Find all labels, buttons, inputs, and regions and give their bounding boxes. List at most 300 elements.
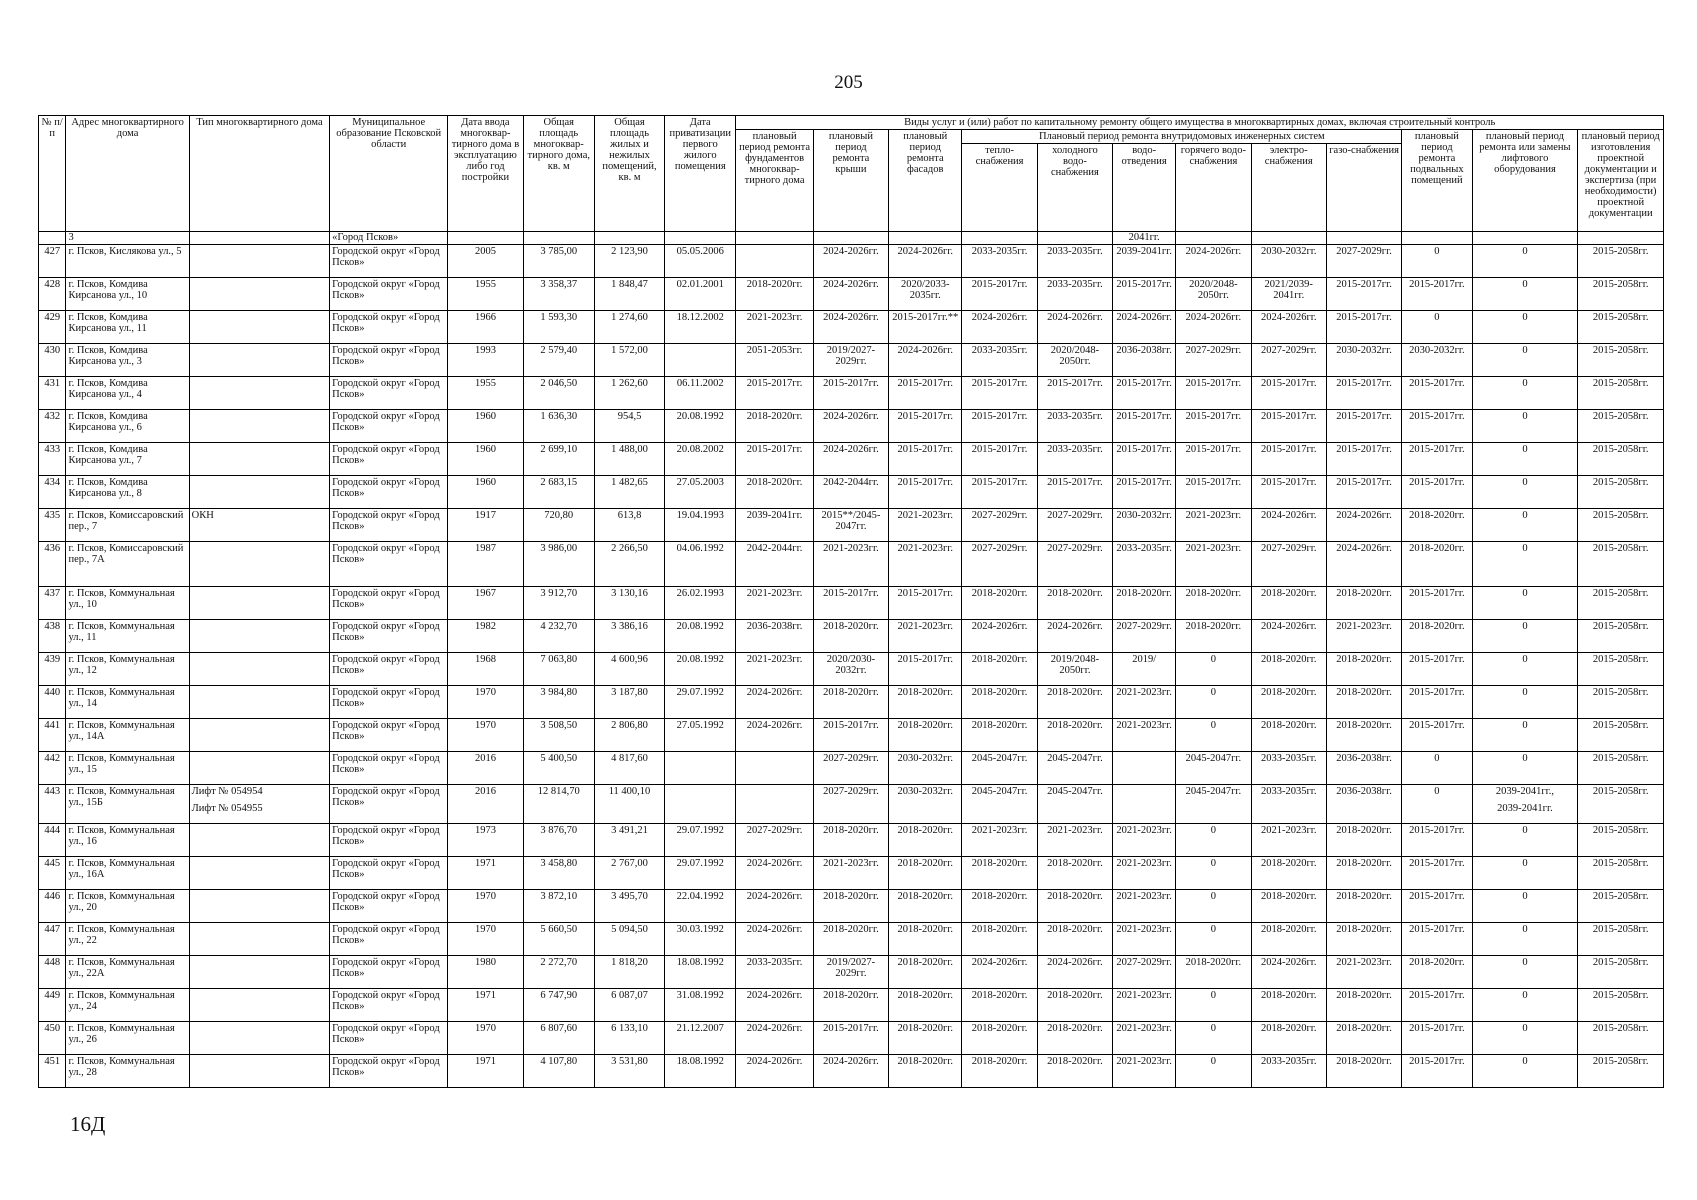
cell-foundation: 2027-2029гг. xyxy=(736,824,813,857)
cell-privatization-date: 27.05.1992 xyxy=(665,719,736,752)
cell-total-area: 12 814,70 xyxy=(523,785,594,824)
cell-total-area: 6 747,90 xyxy=(523,989,594,1022)
cell-electric: 2018-2020гг. xyxy=(1251,653,1326,686)
cell-type xyxy=(189,1022,330,1055)
cell-electric: 2033-2035гг. xyxy=(1251,1055,1326,1088)
cell-address: г. Псков, Комдива Кирсанова ул., 8 xyxy=(66,476,189,509)
cell-total-area: 6 807,60 xyxy=(523,1022,594,1055)
cell-heat: 2018-2020гг. xyxy=(962,857,1037,890)
cell-address: г. Псков, Коммунальная ул., 14А xyxy=(66,719,189,752)
cell-living-area: 3 495,70 xyxy=(594,890,664,923)
table-row xyxy=(39,542,1664,587)
table-row xyxy=(39,719,1664,752)
cell-roof: 2015**/2045-2047гг. xyxy=(813,509,888,542)
cell-basement: 2015-2017гг. xyxy=(1402,476,1472,509)
cell-gas: 2015-2017гг. xyxy=(1326,410,1401,443)
cell-elevator: 0 xyxy=(1472,1022,1578,1055)
cell-hot-water: 2021-2023гг. xyxy=(1176,542,1251,587)
cell-drainage xyxy=(1113,785,1176,824)
cell-elevator: 0 xyxy=(1472,245,1578,278)
cell-cold-water: 2018-2020гг. xyxy=(1037,923,1112,956)
col-living-area-header: Общая площадь жилых и нежилых помещений, кв. м xyxy=(594,116,664,232)
cell-cold-water: 2018-2020гг. xyxy=(1037,1022,1112,1055)
cell-heat: 2024-2026гг. xyxy=(962,620,1037,653)
cell-living-area: 2 266,50 xyxy=(594,542,664,587)
cell-total-area: 1 593,30 xyxy=(523,311,594,344)
cell-num: 429 xyxy=(39,311,66,344)
cell-municipality: Городской округ «Город Псков» xyxy=(330,719,448,752)
cell-electric: 2015-2017гг. xyxy=(1251,410,1326,443)
table-row xyxy=(39,923,1664,956)
table-row xyxy=(39,1022,1664,1055)
cell-cold-water: 2033-2035гг. xyxy=(1037,278,1112,311)
cell-heat: 2018-2020гг. xyxy=(962,989,1037,1022)
cell-type xyxy=(189,719,330,752)
cell-roof: 2018-2020гг. xyxy=(813,620,888,653)
cell-drainage: 2024-2026гг. xyxy=(1113,311,1176,344)
cell-year: 2016 xyxy=(448,785,523,824)
cell-foundation: 2024-2026гг. xyxy=(736,1055,813,1088)
cell-address: г. Псков, Коммунальная ул., 15Б xyxy=(66,785,189,824)
cell-num: 427 xyxy=(39,245,66,278)
table-row xyxy=(39,311,1664,344)
cell-privatization-date: 20.08.2002 xyxy=(665,443,736,476)
cell-municipality: Городской округ «Город Псков» xyxy=(330,1022,448,1055)
cell-facade: 2030-2032гг. xyxy=(889,785,962,824)
table-row xyxy=(39,890,1664,923)
cell-foundation: 2024-2026гг. xyxy=(736,989,813,1022)
cell-type xyxy=(189,989,330,1022)
cell-roof: 2024-2026гг. xyxy=(813,410,888,443)
cell-num: 432 xyxy=(39,410,66,443)
table-row xyxy=(39,476,1664,509)
cell-year: 1971 xyxy=(448,1055,523,1088)
cell-foundation: 2024-2026гг. xyxy=(736,923,813,956)
table-row xyxy=(39,1055,1664,1088)
cell-privatization-date: 29.07.1992 xyxy=(665,686,736,719)
cell-address: г. Псков, Коммунальная ул., 10 xyxy=(66,587,189,620)
cell-privatization-date: 20.08.1992 xyxy=(665,410,736,443)
cell-type xyxy=(189,410,330,443)
table-row xyxy=(39,686,1664,719)
cell-facade: 2015-2017гг.** xyxy=(889,311,962,344)
cell-type xyxy=(189,824,330,857)
cell-municipality: Городской округ «Город Псков» xyxy=(330,686,448,719)
cell-cold-water: 2018-2020гг. xyxy=(1037,587,1112,620)
cell-cold-water: 2045-2047гг. xyxy=(1037,785,1112,824)
cell-type: ОКН xyxy=(189,509,330,542)
cell-year: 1970 xyxy=(448,719,523,752)
cell-municipality: Городской округ «Город Псков» xyxy=(330,509,448,542)
col-drainage-header: водо-отведения xyxy=(1113,144,1176,232)
cell-electric: 2027-2029гг. xyxy=(1251,542,1326,587)
cell-num: 448 xyxy=(39,956,66,989)
cell-roof: 2019/2027-2029гг. xyxy=(813,344,888,377)
cell-total-area: 5 660,50 xyxy=(523,923,594,956)
cell-roof: 2027-2029гг. xyxy=(813,785,888,824)
table-row xyxy=(39,245,1664,278)
cell-year: 1966 xyxy=(448,311,523,344)
col-foundation-header: плановый период ремонта фундаментов многоквар-тирного дома xyxy=(736,130,813,232)
cell-address: г. Псков, Комдива Кирсанова ул., 4 xyxy=(66,377,189,410)
cell-drainage: 2039-2041гг. xyxy=(1113,245,1176,278)
cell-heat: 2018-2020гг. xyxy=(962,923,1037,956)
cell-drainage: 2015-2017гг. xyxy=(1113,278,1176,311)
cell-municipality: Городской округ «Город Псков» xyxy=(330,311,448,344)
cell-address: г. Псков, Комдива Кирсанова ул., 7 xyxy=(66,443,189,476)
cell-roof: 2021-2023гг. xyxy=(813,542,888,587)
cell-privatization-date xyxy=(665,344,736,377)
cell-year: 1971 xyxy=(448,989,523,1022)
cell-foundation xyxy=(736,245,813,278)
cell-type xyxy=(189,653,330,686)
cell-total-area: 3 986,00 xyxy=(523,542,594,587)
cell-basement: 0 xyxy=(1402,245,1472,278)
cell-gas: 2018-2020гг. xyxy=(1326,1055,1401,1088)
table-row xyxy=(39,653,1664,686)
cell-hot-water: 0 xyxy=(1176,1055,1251,1088)
cell-heat: 2045-2047гг. xyxy=(962,785,1037,824)
col-roof-header: плановый период ремонта крыши xyxy=(813,130,888,232)
cell-gas: 2036-2038гг. xyxy=(1326,785,1401,824)
cell-drainage: 2027-2029гг. xyxy=(1113,620,1176,653)
cell-address: г. Псков, Комдива Кирсанова ул., 11 xyxy=(66,311,189,344)
col-design-docs-header: плановый период изготовления проектной документации и экспертиза (при необходимости) проектной документации xyxy=(1578,130,1664,232)
cell-municipality: Городской округ «Город Псков» xyxy=(330,476,448,509)
cell-drainage: 2036-2038гг. xyxy=(1113,344,1176,377)
cell-basement: 0 xyxy=(1402,785,1472,824)
cell-year: 1970 xyxy=(448,923,523,956)
cell-living-area: 3 531,80 xyxy=(594,1055,664,1088)
cell-hot-water: 2020/2048-2050гг. xyxy=(1176,278,1251,311)
cell-cold-water: 2015-2017гг. xyxy=(1037,377,1112,410)
cell-total-area: 3 358,37 xyxy=(523,278,594,311)
cell-design-docs: 2015-2058гг. xyxy=(1578,620,1664,653)
cell-privatization-date: 30.03.1992 xyxy=(665,923,736,956)
cell-living-area: 3 491,21 xyxy=(594,824,664,857)
cell-basement: 2015-2017гг. xyxy=(1402,824,1472,857)
cell-address: г. Псков, Комдива Кирсанова ул., 3 xyxy=(66,344,189,377)
cell-hot-water: 0 xyxy=(1176,653,1251,686)
cell-gas: 2018-2020гг. xyxy=(1326,989,1401,1022)
cell-address: г. Псков, Коммунальная ул., 22 xyxy=(66,923,189,956)
cell-num: 434 xyxy=(39,476,66,509)
cell-address: г. Псков, Коммунальная ул., 24 xyxy=(66,989,189,1022)
cell-drainage: 2019/ xyxy=(1113,653,1176,686)
cell-hot-water: 2015-2017гг. xyxy=(1176,476,1251,509)
cell-total-area: 4 107,80 xyxy=(523,1055,594,1088)
cell-municipality: Городской округ «Город Псков» xyxy=(330,1055,448,1088)
cell-year: 1960 xyxy=(448,443,523,476)
cell-privatization-date: 02.01.2001 xyxy=(665,278,736,311)
cell-design-docs: 2015-2058гг. xyxy=(1578,1022,1664,1055)
cell-year: 1960 xyxy=(448,410,523,443)
cell-elevator: 0 xyxy=(1472,719,1578,752)
cell-facade: 2015-2017гг. xyxy=(889,410,962,443)
col-num-header: № п/п xyxy=(39,116,66,232)
cell-municipality: Городской округ «Город Псков» xyxy=(330,824,448,857)
cell-num: 450 xyxy=(39,1022,66,1055)
cell-address: г. Псков, Коммунальная ул., 11 xyxy=(66,620,189,653)
cell-year: 1970 xyxy=(448,1022,523,1055)
cell-design-docs: 2015-2058гг. xyxy=(1578,377,1664,410)
cell-hot-water: 0 xyxy=(1176,719,1251,752)
cell-electric: 2018-2020гг. xyxy=(1251,857,1326,890)
cell-gas: 2018-2020гг. xyxy=(1326,719,1401,752)
cell-living-area: 1 262,60 xyxy=(594,377,664,410)
cell-heat: 2015-2017гг. xyxy=(962,443,1037,476)
cell-design-docs: 2015-2058гг. xyxy=(1578,686,1664,719)
cell-address: г. Псков, Коммунальная ул., 12 xyxy=(66,653,189,686)
cell-design-docs: 2015-2058гг. xyxy=(1578,443,1664,476)
cell-roof: 2020/2030-2032гг. xyxy=(813,653,888,686)
cell-year: 1971 xyxy=(448,857,523,890)
cell-privatization-date: 18.08.1992 xyxy=(665,1055,736,1088)
cell-address: г. Псков, Коммунальная ул., 28 xyxy=(66,1055,189,1088)
cell-hot-water: 0 xyxy=(1176,989,1251,1022)
cell-heat: 2018-2020гг. xyxy=(962,890,1037,923)
cell-foundation: 2036-2038гг. xyxy=(736,620,813,653)
cell-hot-water: 2021-2023гг. xyxy=(1176,509,1251,542)
cell-design-docs: 2015-2058гг. xyxy=(1578,857,1664,890)
cell-foundation: 2018-2020гг. xyxy=(736,278,813,311)
cell-heat: 2033-2035гг. xyxy=(962,245,1037,278)
cell-facade: 2018-2020гг. xyxy=(889,956,962,989)
cell-hot-water: 2018-2020гг. xyxy=(1176,956,1251,989)
cell-num: 436 xyxy=(39,542,66,587)
cell-municipality: Городской округ «Город Псков» xyxy=(330,923,448,956)
cell-roof: 2018-2020гг. xyxy=(813,989,888,1022)
cell-electric: 2024-2026гг. xyxy=(1251,956,1326,989)
cell-address: г. Псков, Коммунальная ул., 26 xyxy=(66,1022,189,1055)
engineering-group-header: Плановый период ремонта внутридомовых инженерных систем xyxy=(962,130,1402,144)
cell-electric: 2018-2020гг. xyxy=(1251,686,1326,719)
cell-elevator: 0 xyxy=(1472,653,1578,686)
cell-elevator: 0 xyxy=(1472,311,1578,344)
cell-electric: 2024-2026гг. xyxy=(1251,620,1326,653)
cell-type xyxy=(189,542,330,587)
cell-basement: 2015-2017гг. xyxy=(1402,686,1472,719)
cell-basement: 2015-2017гг. xyxy=(1402,1055,1472,1088)
col-facade-header: плановый период ремонта фасадов xyxy=(889,130,962,232)
cell-hot-water: 0 xyxy=(1176,890,1251,923)
cell-total-area: 4 232,70 xyxy=(523,620,594,653)
cell-heat: 2015-2017гг. xyxy=(962,410,1037,443)
cell-electric: 2018-2020гг. xyxy=(1251,890,1326,923)
cell-facade: 2018-2020гг. xyxy=(889,857,962,890)
table-row xyxy=(39,824,1664,857)
cell-municipality: Городской округ «Город Псков» xyxy=(330,587,448,620)
cell-drainage: 2021-2023гг. xyxy=(1113,890,1176,923)
cell-cold-water: 2045-2047гг. xyxy=(1037,752,1112,785)
cell-address: г. Псков, Коммунальная ул., 20 xyxy=(66,890,189,923)
cell-facade: 2021-2023гг. xyxy=(889,542,962,587)
cell-drainage: 2015-2017гг. xyxy=(1113,377,1176,410)
col-heat-header: тепло-снабжения xyxy=(962,144,1037,232)
cell-electric: 2018-2020гг. xyxy=(1251,1022,1326,1055)
cell-privatization-date: 20.08.1992 xyxy=(665,653,736,686)
cell-electric: 2021-2023гг. xyxy=(1251,824,1326,857)
cell-address: г. Псков, Коммунальная ул., 16 xyxy=(66,824,189,857)
col-address-header: Адрес многоквартирного дома xyxy=(66,116,189,232)
cell-basement: 2018-2020гг. xyxy=(1402,956,1472,989)
cell-gas: 2018-2020гг. xyxy=(1326,857,1401,890)
cell-elevator: 0 xyxy=(1472,923,1578,956)
cell-drainage: 2015-2017гг. xyxy=(1113,476,1176,509)
cell-living-area: 1 482,65 xyxy=(594,476,664,509)
cell-elevator: 0 xyxy=(1472,377,1578,410)
cell-num: 428 xyxy=(39,278,66,311)
cell-basement: 2018-2020гг. xyxy=(1402,509,1472,542)
cell-cold-water: 2018-2020гг. xyxy=(1037,1055,1112,1088)
cell-type xyxy=(189,620,330,653)
cell-foundation: 2024-2026гг. xyxy=(736,857,813,890)
cell-living-area: 1 572,00 xyxy=(594,344,664,377)
cell-design-docs: 2015-2058гг. xyxy=(1578,989,1664,1022)
cell-municipality: Городской округ «Город Псков» xyxy=(330,752,448,785)
cell-heat: 2027-2029гг. xyxy=(962,542,1037,587)
cell-privatization-date: 06.11.2002 xyxy=(665,377,736,410)
cell-facade: 2015-2017гг. xyxy=(889,377,962,410)
cell-num: 438 xyxy=(39,620,66,653)
cell-basement: 2015-2017гг. xyxy=(1402,890,1472,923)
cell-roof: 2015-2017гг. xyxy=(813,719,888,752)
table-row xyxy=(39,587,1664,620)
cell-num: 447 xyxy=(39,923,66,956)
cell-living-area: 1 488,00 xyxy=(594,443,664,476)
cell-num: 443 xyxy=(39,785,66,824)
cell-hot-water: 0 xyxy=(1176,1022,1251,1055)
cell-type xyxy=(189,923,330,956)
cell-roof: 2018-2020гг. xyxy=(813,686,888,719)
cell-design-docs: 2015-2058гг. xyxy=(1578,542,1664,587)
cell-total-area: 7 063,80 xyxy=(523,653,594,686)
cell-facade: 2018-2020гг. xyxy=(889,1055,962,1088)
table-row xyxy=(39,956,1664,989)
cell-electric: 2015-2017гг. xyxy=(1251,476,1326,509)
cell-num: 439 xyxy=(39,653,66,686)
cell-living-area: 11 400,10 xyxy=(594,785,664,824)
table-row xyxy=(39,620,1664,653)
cell-facade: 2018-2020гг. xyxy=(889,923,962,956)
cell-drainage: 2021-2023гг. xyxy=(1113,824,1176,857)
cell-roof: 2024-2026гг. xyxy=(813,245,888,278)
cell-roof: 2024-2026гг. xyxy=(813,278,888,311)
cell-cold-water: 2021-2023гг. xyxy=(1037,824,1112,857)
table-row xyxy=(39,989,1664,1022)
cell-foundation: 2015-2017гг. xyxy=(736,377,813,410)
cell-design-docs: 2015-2058гг. xyxy=(1578,476,1664,509)
cell-living-area: 3 130,16 xyxy=(594,587,664,620)
cell-electric: 2015-2017гг. xyxy=(1251,443,1326,476)
cell-hot-water: 2024-2026гг. xyxy=(1176,311,1251,344)
cell-hot-water: 2015-2017гг. xyxy=(1176,443,1251,476)
cell-type xyxy=(189,344,330,377)
cell-living-area: 1 274,60 xyxy=(594,311,664,344)
cell-design-docs: 2015-2058гг. xyxy=(1578,587,1664,620)
cell-drainage: 2015-2017гг. xyxy=(1113,410,1176,443)
cell-foundation: 2015-2017гг. xyxy=(736,443,813,476)
cell-living-area: 2 806,80 xyxy=(594,719,664,752)
cell-total-area: 2 272,70 xyxy=(523,956,594,989)
cell-basement: 2018-2020гг. xyxy=(1402,542,1472,587)
cell-living-area: 954,5 xyxy=(594,410,664,443)
cell-design-docs: 2015-2058гг. xyxy=(1578,752,1664,785)
cell-drainage: 2033-2035гг. xyxy=(1113,542,1176,587)
cell-basement: 2015-2017гг. xyxy=(1402,989,1472,1022)
cell-gas: 2024-2026гг. xyxy=(1326,542,1401,587)
cell-heat: 2045-2047гг. xyxy=(962,752,1037,785)
cell-elevator: 0 xyxy=(1472,686,1578,719)
cell-privatization-date: 05.05.2006 xyxy=(665,245,736,278)
cell-gas: 2015-2017гг. xyxy=(1326,443,1401,476)
cell-privatization-date: 18.12.2002 xyxy=(665,311,736,344)
cell-total-area: 2 699,10 xyxy=(523,443,594,476)
cell-design-docs: 2015-2058гг. xyxy=(1578,278,1664,311)
col-hot-water-header: горячего водо-снабжения xyxy=(1176,144,1251,232)
cell-total-area: 3 872,10 xyxy=(523,890,594,923)
cell-foundation: 2024-2026гг. xyxy=(736,719,813,752)
cell-cold-water: 2024-2026гг. xyxy=(1037,956,1112,989)
cell-drainage: 2018-2020гг. xyxy=(1113,587,1176,620)
works-group-header: Виды услуг и (или) работ по капитальному ремонту общего имущества в многоквартирных домах, включая строительный контроль xyxy=(736,116,1664,130)
cell-cold-water: 2033-2035гг. xyxy=(1037,410,1112,443)
cell-design-docs: 2015-2058гг. xyxy=(1578,311,1664,344)
cell-living-area: 3 386,16 xyxy=(594,620,664,653)
cell-gas: 2027-2029гг. xyxy=(1326,245,1401,278)
cell-cold-water: 2015-2017гг. xyxy=(1037,476,1112,509)
col-commission-date-header: Дата ввода многоквар-тирного дома в эксплуатацию либо год постройки xyxy=(448,116,523,232)
cell-municipality: Городской округ «Город Псков» xyxy=(330,443,448,476)
cell-foundation: 2024-2026гг. xyxy=(736,1022,813,1055)
cell-facade: 2020/2033-2035гг. xyxy=(889,278,962,311)
cell-drainage: 2027-2029гг. xyxy=(1113,956,1176,989)
cell-address: г. Псков, Комиссаровский пер., 7А xyxy=(66,542,189,587)
cell-total-area: 3 876,70 xyxy=(523,824,594,857)
cell-elevator: 0 xyxy=(1472,620,1578,653)
cell-gas: 2015-2017гг. xyxy=(1326,278,1401,311)
cell-total-area: 2 683,15 xyxy=(523,476,594,509)
cell-roof: 2024-2026гг. xyxy=(813,443,888,476)
cell-facade: 2018-2020гг. xyxy=(889,989,962,1022)
cell-drainage: 2015-2017гг. xyxy=(1113,443,1176,476)
cell-design-docs: 2015-2058гг. xyxy=(1578,245,1664,278)
page-number: 205 xyxy=(834,72,863,93)
cell-facade: 2030-2032гг. xyxy=(889,752,962,785)
cell-basement: 2015-2017гг. xyxy=(1402,377,1472,410)
cell-electric: 2024-2026гг. xyxy=(1251,311,1326,344)
cell-municipality: Городской округ «Город Псков» xyxy=(330,890,448,923)
cell-roof: 2018-2020гг. xyxy=(813,923,888,956)
cell-facade: 2018-2020гг. xyxy=(889,719,962,752)
cell-num: 440 xyxy=(39,686,66,719)
cell-design-docs: 2015-2058гг. xyxy=(1578,410,1664,443)
cell-address: г. Псков, Комиссаровский пер., 7 xyxy=(66,509,189,542)
cell-hot-water: 0 xyxy=(1176,857,1251,890)
cell-cold-water: 2024-2026гг. xyxy=(1037,311,1112,344)
cell-elevator: 0 xyxy=(1472,857,1578,890)
cell-type xyxy=(189,587,330,620)
cell-elevator: 0 xyxy=(1472,989,1578,1022)
cell-facade: 2015-2017гг. xyxy=(889,587,962,620)
cell-roof: 2018-2020гг. xyxy=(813,890,888,923)
col-electric-header: электро-снабжения xyxy=(1251,144,1326,232)
cell-num: 444 xyxy=(39,824,66,857)
cell-privatization-date: 20.08.1992 xyxy=(665,620,736,653)
cell-electric: 2018-2020гг. xyxy=(1251,719,1326,752)
cell-total-area: 720,80 xyxy=(523,509,594,542)
capital-repair-table xyxy=(38,115,1664,1088)
